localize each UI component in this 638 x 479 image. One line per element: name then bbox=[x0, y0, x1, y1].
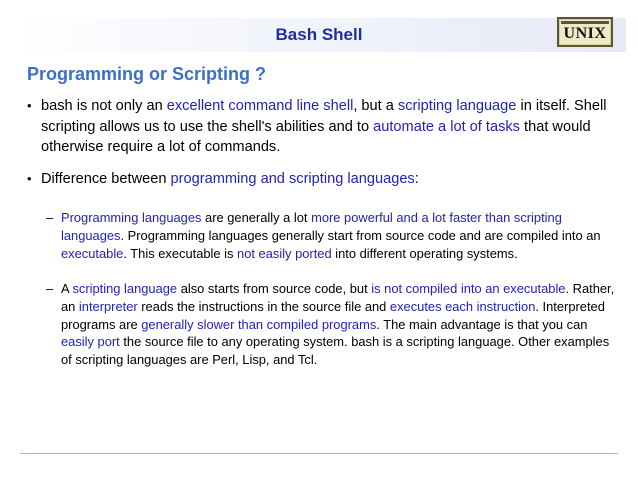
highlight-phrase: interpreter bbox=[78, 298, 138, 314]
highlight-phrase: executable bbox=[61, 245, 124, 261]
text-run: : bbox=[414, 171, 419, 187]
highlight-phrase: not easily ported bbox=[237, 245, 332, 261]
text-run: also starts from source code, but bbox=[177, 281, 372, 296]
bullet-dot: • bbox=[27, 171, 32, 186]
text-run: Difference between bbox=[41, 171, 171, 187]
logo-text: UNIX bbox=[563, 25, 607, 42]
highlight-phrase: scripting language bbox=[72, 281, 178, 296]
text-run: . Programming languages generally start from source code and are compiled into an bbox=[120, 227, 601, 243]
text-run: . Interpreted programs are bbox=[61, 298, 605, 332]
bullet-dot: • bbox=[27, 98, 32, 113]
highlight-phrase: more powerful and a lot faster than scripting languages bbox=[61, 210, 562, 243]
highlight-phrase: programming and scripting languages bbox=[170, 171, 415, 187]
bullet-1 bbox=[27, 96, 617, 158]
bullet-text bbox=[27, 169, 617, 190]
text-run: bash is not only an bbox=[41, 98, 167, 114]
highlight-phrase: excellent command line shell bbox=[166, 98, 354, 114]
unix-logo bbox=[557, 17, 613, 47]
text-run: reads the instructions in the source file and bbox=[137, 298, 390, 314]
highlight-phrase: Programming languages bbox=[61, 210, 202, 225]
subbullet-text bbox=[46, 209, 616, 262]
text-run: the source file to any operating system. bash is a scripting language. Other examples of scripting languages are Perl, Lisp, and Tcl. bbox=[61, 334, 610, 368]
text-run: . Rather, an bbox=[61, 281, 615, 314]
header-title: Bash Shell bbox=[275, 25, 363, 44]
highlight-phrase: automate a lot of tasks bbox=[373, 118, 520, 135]
highlight-phrase: easily port bbox=[61, 334, 120, 350]
highlight-phrase: executes each instruction bbox=[389, 298, 536, 314]
highlight-phrase: is not compiled into an executable bbox=[371, 281, 566, 296]
text-run: , but a bbox=[353, 98, 398, 114]
text-run: are generally a lot bbox=[201, 210, 312, 225]
text-run: that would otherwise require a lot of commands. bbox=[41, 118, 591, 155]
text-run: into different operating systems. bbox=[331, 245, 518, 261]
subbullet-dash: – bbox=[46, 210, 54, 225]
text-run: A bbox=[61, 281, 73, 296]
text-run: in itself. Shell scripting allows us to use the shell's abilities and to bbox=[41, 98, 607, 135]
page-title: Programming or Scripting ? bbox=[27, 64, 267, 84]
logo-strap bbox=[561, 21, 609, 24]
footer-divider bbox=[20, 453, 618, 454]
text-run: . The main advantage is that you can bbox=[376, 316, 588, 332]
subbullet-1 bbox=[46, 209, 616, 262]
highlight-phrase: generally slower than compiled programs bbox=[141, 316, 377, 332]
bullet-text bbox=[27, 96, 617, 158]
subbullet-text bbox=[46, 280, 616, 369]
subbullet-dash: – bbox=[46, 281, 54, 296]
text-run: . This executable is bbox=[123, 245, 238, 261]
subbullet-2 bbox=[46, 280, 616, 369]
highlight-phrase: scripting language bbox=[397, 98, 517, 114]
bullet-2 bbox=[27, 169, 617, 190]
